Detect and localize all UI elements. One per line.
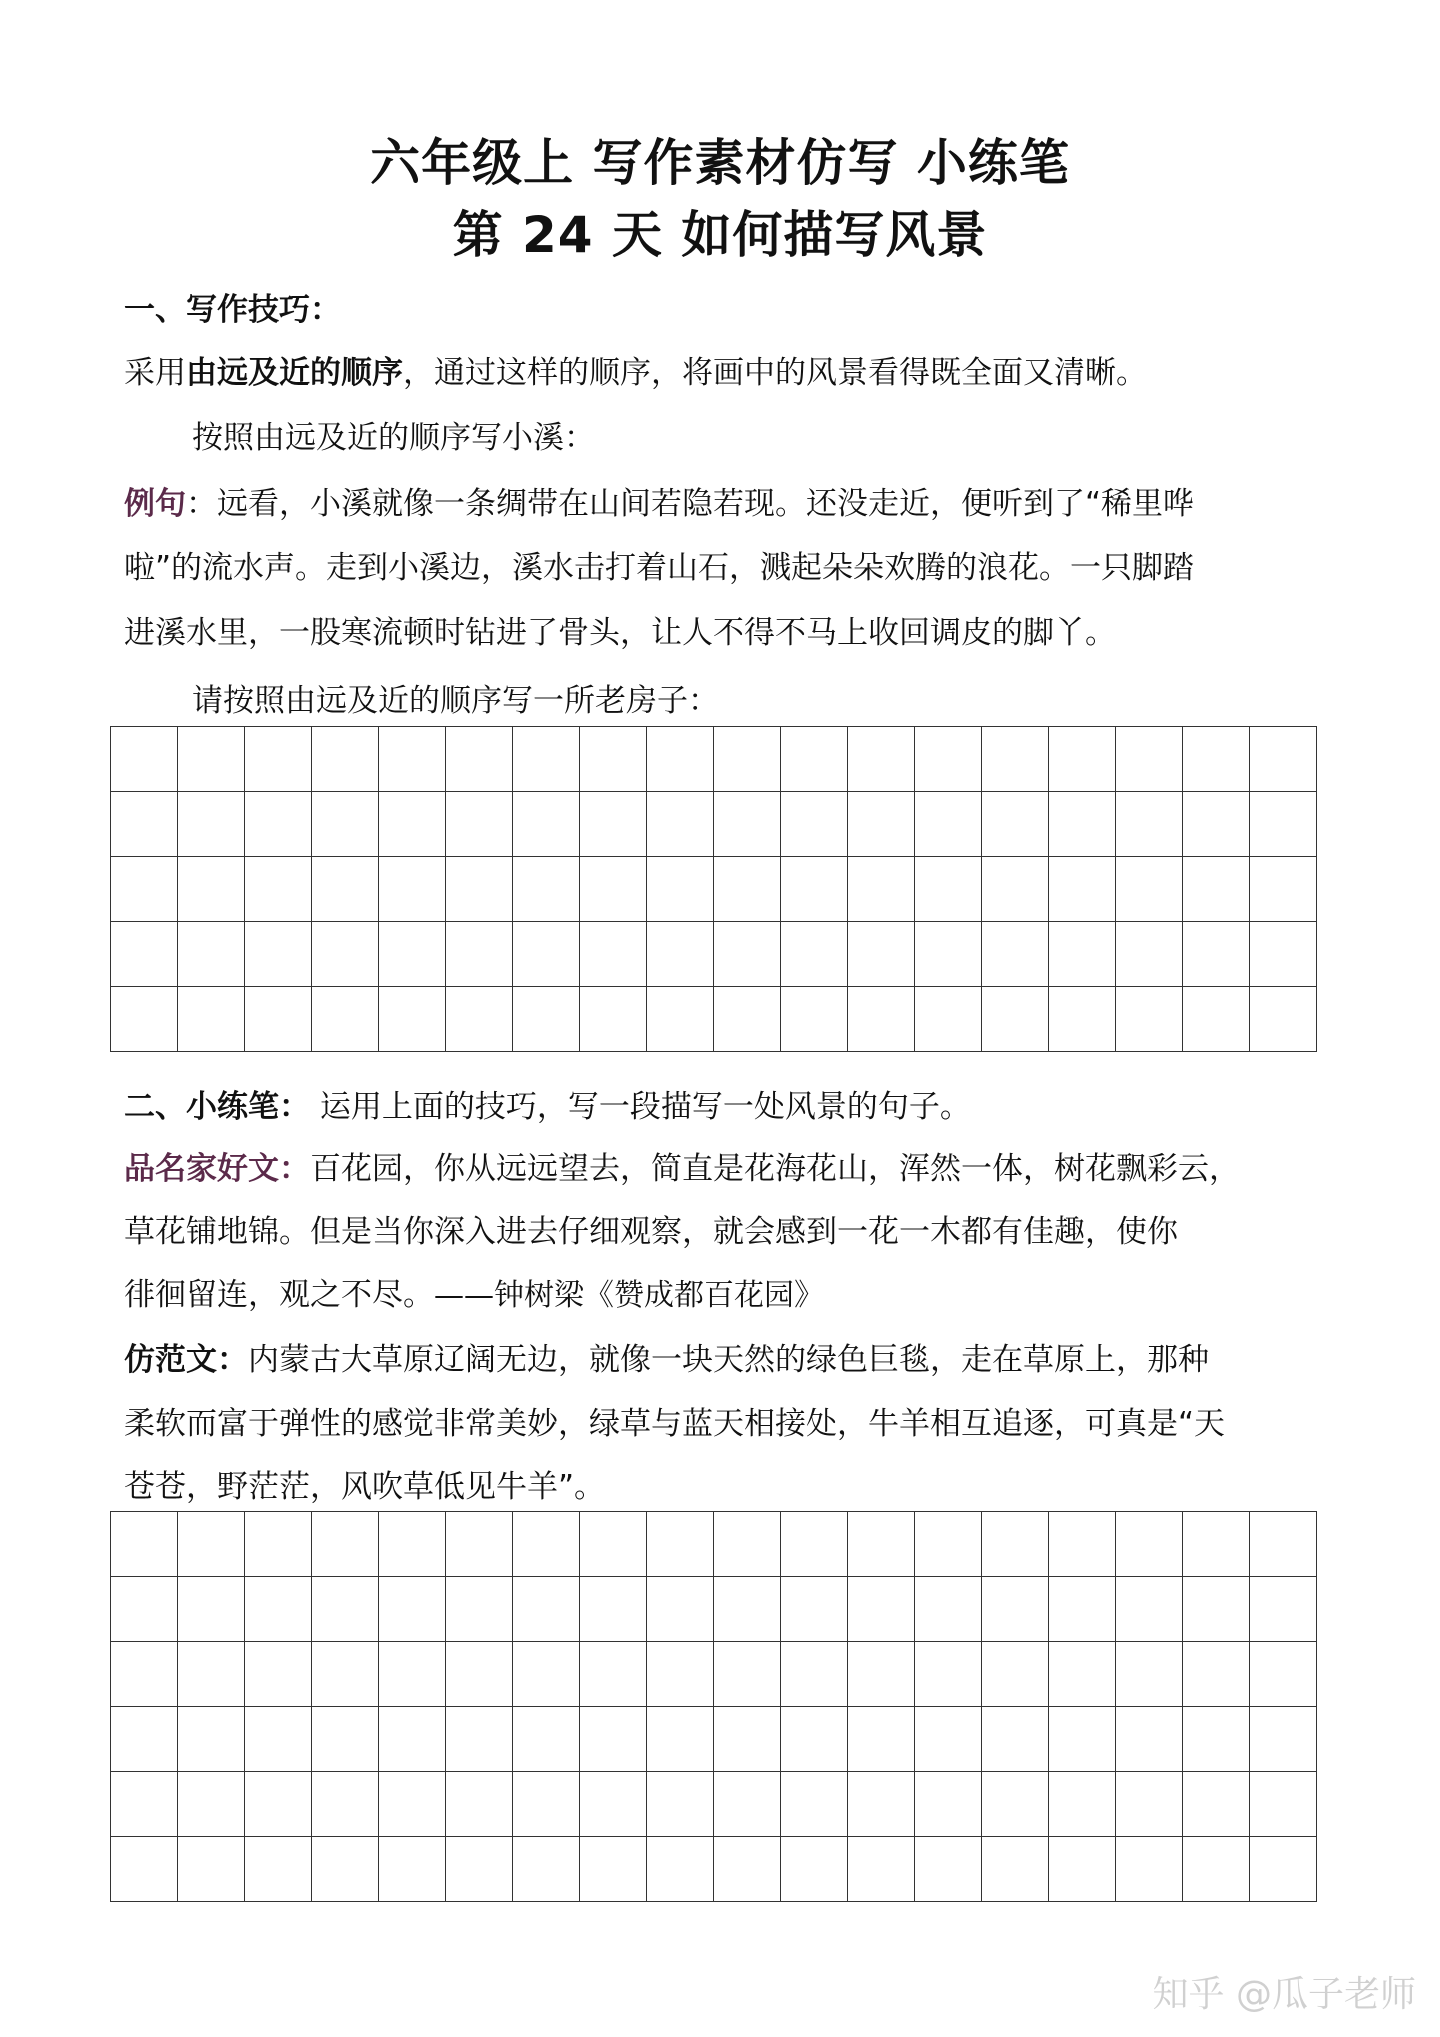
grid-cell[interactable] [178,1577,245,1642]
grid-cell[interactable] [1250,1837,1317,1902]
grid-cell[interactable] [379,1707,446,1772]
watermark: 知乎 @瓜子老师 [1152,1974,1416,2015]
grid-cell[interactable] [781,857,848,922]
famous-source: ——钟树梁《赞成都百花园》 [434,1278,824,1313]
grid-cell[interactable] [379,922,446,987]
grid-cell[interactable] [245,1577,312,1642]
section2-heading-line [124,1087,1334,1127]
grid-cell[interactable] [312,1512,379,1577]
grid-cell[interactable] [982,857,1049,922]
technique-suffix: ，通过这样的顺序，将画中的风景看得既全面又清晰。 [403,355,1147,391]
grid-cell[interactable] [848,1707,915,1772]
grid-cell[interactable] [982,1707,1049,1772]
grid-cell[interactable] [915,1577,982,1642]
grid-cell[interactable] [1116,987,1183,1052]
grid-cell[interactable] [446,857,513,922]
grid-cell[interactable] [245,1837,312,1902]
grid-cell[interactable] [647,857,714,922]
famous-line-2: 草花铺地锦。但是当你深入进去仔细观察，就会感到一花一木都有佳趣，使你 [124,1214,1178,1250]
grid-cell[interactable] [1116,1512,1183,1577]
grid-cell[interactable] [982,1512,1049,1577]
grid-cell[interactable] [982,1837,1049,1902]
imitation-line-1 [124,1340,1334,1380]
grid-cell[interactable] [580,857,647,922]
grid-cell[interactable] [178,1772,245,1837]
grid-cell[interactable] [714,1512,781,1577]
grid-cell[interactable] [379,1772,446,1837]
grid-cell[interactable] [1049,727,1116,792]
section2-heading: 二、小练笔： [124,1089,310,1125]
grid-cell[interactable] [1183,727,1250,792]
grid-cell[interactable] [982,727,1049,792]
grid-cell[interactable] [580,1577,647,1642]
writing-grid-1[interactable] [110,726,1317,1052]
grid-cell[interactable] [379,1642,446,1707]
grid-cell[interactable] [848,922,915,987]
grid-cell[interactable] [580,1772,647,1837]
grid-cell[interactable] [580,792,647,857]
example-text-1: ：远看，小溪就像一条绸带在山间若隐若现。还没走近，便听到了“稀里哗 [186,486,1195,522]
grid-cell[interactable] [178,987,245,1052]
grid-cell[interactable] [245,792,312,857]
grid-cell[interactable] [580,727,647,792]
grid-cell[interactable] [1183,1512,1250,1577]
grid-cell[interactable] [513,1577,580,1642]
grid-cell[interactable] [781,1772,848,1837]
grid-cell[interactable] [379,727,446,792]
grid-cell[interactable] [915,727,982,792]
example-line-2: 啦”的流水声。走到小溪边，溪水击打着山石，溅起朵朵欢腾的浪花。一只脚踏 [124,550,1195,586]
grid-cell[interactable] [245,1512,312,1577]
grid-cell[interactable] [312,792,379,857]
grid-cell[interactable] [178,792,245,857]
grid-cell[interactable] [1116,792,1183,857]
grid-cell[interactable] [915,1837,982,1902]
grid-cell[interactable] [915,1512,982,1577]
grid-cell[interactable] [1049,1707,1116,1772]
grid-cell[interactable] [1116,727,1183,792]
grid-cell[interactable] [446,1577,513,1642]
imitation-line-3: 苍苍，野茫茫，风吹草低见牛羊”。 [124,1469,606,1505]
example-label: 例句 [124,486,186,522]
grid-cell[interactable] [1250,727,1317,792]
grid-cell[interactable] [647,1642,714,1707]
grid-cell[interactable] [446,1642,513,1707]
grid-cell[interactable] [580,987,647,1052]
grid-cell[interactable] [848,857,915,922]
grid-cell[interactable] [915,1707,982,1772]
grid-cell[interactable] [1183,1772,1250,1837]
grid-cell[interactable] [1116,1577,1183,1642]
grid-cell[interactable] [446,922,513,987]
grid-cell[interactable] [111,1642,178,1707]
grid-cell[interactable] [312,922,379,987]
grid-cell[interactable] [982,792,1049,857]
grid-cell[interactable] [379,1577,446,1642]
grid-cell[interactable] [714,922,781,987]
grid-cell[interactable] [1250,1642,1317,1707]
grid-cell[interactable] [513,727,580,792]
grid-cell[interactable] [714,1577,781,1642]
grid-cell[interactable] [178,727,245,792]
grid-cell[interactable] [848,1642,915,1707]
grid-cell[interactable] [781,922,848,987]
grid-cell[interactable] [513,1772,580,1837]
grid-cell[interactable] [580,922,647,987]
grid-cell[interactable] [1250,1772,1317,1837]
imitation-line-2: 柔软而富于弹性的感觉非常美妙，绿草与蓝天相接处，牛羊相互追逐，可真是“天 [124,1406,1226,1442]
grid-cell[interactable] [1250,1577,1317,1642]
grid-cell[interactable] [1250,987,1317,1052]
famous-text-1: 百花园，你从远远望去，简直是花海花山，浑然一体，树花飘彩云， [310,1151,1240,1187]
grid-cell[interactable] [714,857,781,922]
grid-cell[interactable] [1116,1837,1183,1902]
grid-cell[interactable] [848,1837,915,1902]
grid-cell[interactable] [848,792,915,857]
grid-cell[interactable] [647,1707,714,1772]
grid-cell[interactable] [111,987,178,1052]
grid-cell[interactable] [781,1577,848,1642]
grid-cell[interactable] [245,922,312,987]
grid-cell[interactable] [1049,987,1116,1052]
grid-cell[interactable] [1183,1577,1250,1642]
grid-cell[interactable] [1250,857,1317,922]
grid-cell[interactable] [245,987,312,1052]
grid-cell[interactable] [178,857,245,922]
grid-cell[interactable] [848,727,915,792]
grid-cell[interactable] [379,987,446,1052]
grid-cell[interactable] [446,1512,513,1577]
grid-cell[interactable] [647,1512,714,1577]
grid-cell[interactable] [446,987,513,1052]
imitation-text-1: 内蒙古大草原辽阔无边，就像一块天然的绿色巨毯，走在草原上，那种 [248,1342,1209,1378]
section2-heading-text: 运用上面的技巧，写一段描写一处风景的句子。 [319,1089,971,1125]
grid-cell[interactable] [1049,1772,1116,1837]
grid-cell[interactable] [513,922,580,987]
example-intro: 按照由远及近的顺序写小溪： [192,420,595,456]
grid-cell[interactable] [111,922,178,987]
grid-cell[interactable] [714,727,781,792]
grid-cell[interactable] [312,727,379,792]
grid-cell[interactable] [915,987,982,1052]
famous-text-3: 徘徊留连，观之不尽。 [124,1277,434,1313]
grid-cell[interactable] [1116,857,1183,922]
grid-cell[interactable] [915,922,982,987]
technique-text [124,353,1334,393]
grid-cell[interactable] [446,1707,513,1772]
grid-cell[interactable] [647,792,714,857]
grid-cell[interactable] [111,1577,178,1642]
grid-cell[interactable] [714,1707,781,1772]
technique-prefix: 采用 [124,355,186,391]
example-line-3: 进溪水里，一股寒流顿时钻进了骨头，让人不得不马上收回调皮的脚丫。 [124,615,1116,651]
grid-cell[interactable] [245,727,312,792]
grid-cell[interactable] [1049,1577,1116,1642]
grid-cell[interactable] [781,727,848,792]
grid-cell[interactable] [111,1512,178,1577]
grid-cell[interactable] [848,1577,915,1642]
grid-cell[interactable] [1049,792,1116,857]
grid-cell[interactable] [1183,1642,1250,1707]
grid-cell[interactable] [111,727,178,792]
grid-cell[interactable] [178,922,245,987]
writing-grid-2[interactable] [110,1511,1317,1902]
grid-cell[interactable] [245,857,312,922]
grid-cell[interactable] [379,1837,446,1902]
grid-cell[interactable] [446,1772,513,1837]
grid-cell[interactable] [982,987,1049,1052]
grid-cell[interactable] [714,987,781,1052]
grid-cell[interactable] [1250,1707,1317,1772]
grid-cell[interactable] [379,1512,446,1577]
grid-cell[interactable] [178,1512,245,1577]
grid-cell[interactable] [714,1837,781,1902]
grid-cell[interactable] [111,1707,178,1772]
grid-cell[interactable] [915,792,982,857]
grid-cell[interactable] [1250,1512,1317,1577]
grid-cell[interactable] [178,1642,245,1707]
grid-cell[interactable] [1049,1512,1116,1577]
grid-cell[interactable] [312,1642,379,1707]
famous-line-1 [124,1149,1334,1189]
grid-cell[interactable] [312,1707,379,1772]
grid-cell[interactable] [915,857,982,922]
grid-cell[interactable] [781,1642,848,1707]
grid-cell[interactable] [580,1512,647,1577]
grid-cell[interactable] [379,792,446,857]
grid-cell[interactable] [111,1772,178,1837]
imitation-label: 仿范文： [124,1342,248,1378]
grid-cell[interactable] [513,1512,580,1577]
grid-cell[interactable] [245,1772,312,1837]
grid-cell[interactable] [1116,1707,1183,1772]
grid-cell[interactable] [1183,1837,1250,1902]
grid-cell[interactable] [312,1772,379,1837]
section1-heading: 一、写作技巧： [124,292,341,328]
grid-cell[interactable] [111,792,178,857]
grid-cell[interactable] [714,1772,781,1837]
grid-cell[interactable] [1049,922,1116,987]
grid-cell[interactable] [513,987,580,1052]
grid-cell[interactable] [714,792,781,857]
grid-cell[interactable] [1116,1642,1183,1707]
grid-cell[interactable] [111,857,178,922]
grid-cell[interactable] [647,1577,714,1642]
grid-cell[interactable] [781,987,848,1052]
grid-cell[interactable] [379,857,446,922]
grid-cell[interactable] [245,1642,312,1707]
grid-cell[interactable] [647,1772,714,1837]
grid-cell[interactable] [446,1837,513,1902]
grid-cell[interactable] [446,792,513,857]
grid-cell[interactable] [580,1642,647,1707]
example-line-1 [124,484,1334,524]
grid-cell[interactable] [111,1837,178,1902]
grid-cell[interactable] [647,1837,714,1902]
grid-cell[interactable] [647,727,714,792]
grid-cell[interactable] [848,1772,915,1837]
grid-cell[interactable] [1250,792,1317,857]
page-subtitle: 第 24 天 如何描写风景 [452,206,988,264]
grid-cell[interactable] [1116,922,1183,987]
grid-cell[interactable] [1183,922,1250,987]
grid-cell[interactable] [312,987,379,1052]
task-prompt: 请按照由远及近的顺序写一所老房子： [192,683,719,719]
grid-cell[interactable] [178,1707,245,1772]
grid-cell[interactable] [312,1837,379,1902]
famous-line-3 [124,1275,1334,1316]
grid-cell[interactable] [1116,1772,1183,1837]
grid-cell[interactable] [513,1642,580,1707]
grid-cell[interactable] [982,922,1049,987]
grid-cell[interactable] [647,987,714,1052]
grid-cell[interactable] [781,1707,848,1772]
grid-cell[interactable] [178,1837,245,1902]
grid-cell[interactable] [1049,1837,1116,1902]
grid-cell[interactable] [1183,857,1250,922]
grid-cell[interactable] [513,792,580,857]
grid-cell[interactable] [647,922,714,987]
grid-cell[interactable] [1049,1642,1116,1707]
grid-cell[interactable] [580,1837,647,1902]
grid-cell[interactable] [312,1577,379,1642]
grid-cell[interactable] [915,1772,982,1837]
technique-bold: 由远及近的顺序 [186,355,403,391]
grid-cell[interactable] [1183,792,1250,857]
grid-cell[interactable] [1250,922,1317,987]
grid-cell[interactable] [848,1512,915,1577]
grid-cell[interactable] [1049,857,1116,922]
grid-cell[interactable] [781,1837,848,1902]
page-title: 六年级上 写作素材仿写 小练笔 [370,134,1070,192]
grid-cell[interactable] [915,1642,982,1707]
grid-cell[interactable] [580,1707,647,1772]
grid-cell[interactable] [245,1707,312,1772]
grid-cell[interactable] [1183,1707,1250,1772]
grid-cell[interactable] [513,1837,580,1902]
grid-cell[interactable] [982,1772,1049,1837]
grid-cell[interactable] [982,1577,1049,1642]
famous-label: 品名家好文： [124,1151,310,1187]
grid-cell[interactable] [446,727,513,792]
grid-cell[interactable] [848,987,915,1052]
grid-cell[interactable] [1183,987,1250,1052]
grid-cell[interactable] [513,1707,580,1772]
grid-cell[interactable] [781,792,848,857]
grid-cell[interactable] [714,1642,781,1707]
grid-cell[interactable] [312,857,379,922]
grid-cell[interactable] [513,857,580,922]
grid-cell[interactable] [982,1642,1049,1707]
grid-cell[interactable] [781,1512,848,1577]
